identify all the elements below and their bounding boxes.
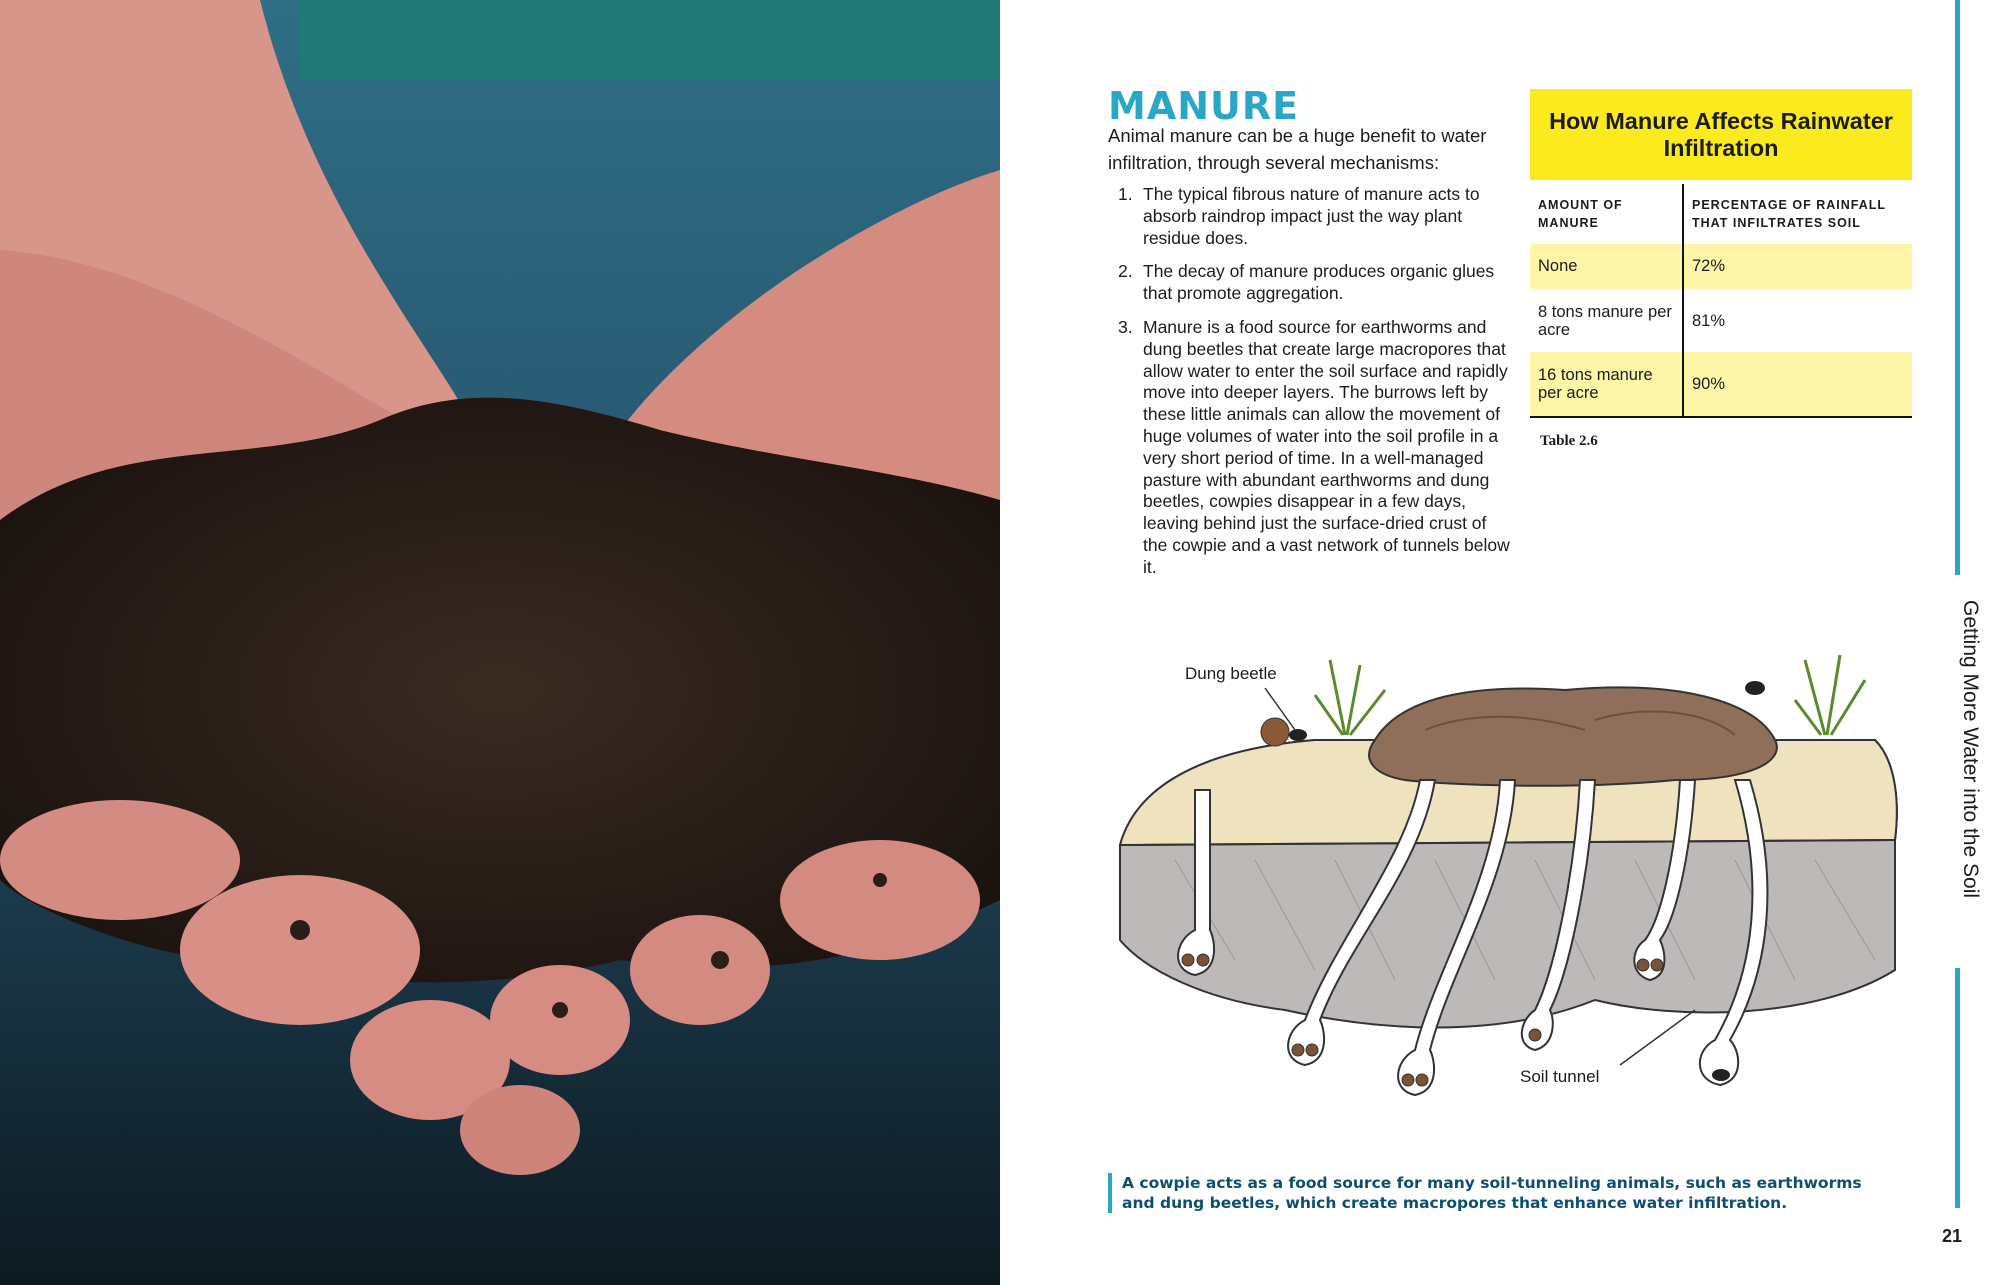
table-row xyxy=(1530,289,1912,352)
table-cell-amount: 8 tons manure per acre xyxy=(1530,289,1684,352)
list-item xyxy=(1118,261,1510,305)
table-header-row xyxy=(1530,184,1912,244)
table-cell-percent: 81% xyxy=(1692,311,1726,330)
mechanism-list xyxy=(1118,184,1510,591)
label-dung-beetle: Dung beetle xyxy=(1185,664,1277,683)
list-item-number: 3. xyxy=(1118,316,1133,337)
table-row xyxy=(1530,244,1912,289)
table-row xyxy=(1530,352,1912,418)
cowpie-illustration xyxy=(1115,640,1905,1125)
list-item-number: 1. xyxy=(1118,184,1133,204)
table-header-amount: AMOUNT OF MANURE xyxy=(1530,184,1684,244)
label-soil-tunnel: Soil tunnel xyxy=(1520,1067,1600,1086)
sidebar-rule-bottom xyxy=(1955,968,1960,1208)
table-cell-percent: 72% xyxy=(1692,257,1726,275)
section-title: MANURE xyxy=(1108,84,1300,128)
list-item-text: The typical fibrous nature of manure acts to absorb raindrop impact just the way plant residue does. xyxy=(1143,184,1480,248)
table-cell-percent: 90% xyxy=(1692,375,1726,393)
table-caption: Table 2.6 xyxy=(1540,433,1598,449)
list-item-number: 2. xyxy=(1118,261,1133,282)
table-header-percent: PERCENTAGE OF RAINFALL THAT INFILTRATES SOIL xyxy=(1692,198,1886,230)
sidebar-title xyxy=(1958,600,1982,940)
list-item-text: Manure is a food source for earthworms and dung beetles that create large macropores that allow water to enter the soil surface and rapidly move into deeper layers. The burrows left by these little animals can allow the movement of huge volumes of water into the soil profile in a very short period of time. In a well-managed pasture with abundant earthworms and dung beetles, cowpies disappear in a few days, leaving behind just the surface-dried crust of the cowpie and a vast network of tunnels below it. xyxy=(1143,316,1510,577)
list-item xyxy=(1118,317,1510,579)
table-cell-amount: None xyxy=(1530,244,1684,289)
figure-caption: A cowpie acts as a food source for many soil-tunneling animals, such as earthworms and dung beetles, which create macropores that enhance water infiltration. xyxy=(1108,1173,1882,1213)
page-number: 21 xyxy=(1942,1226,1963,1246)
sidebar-rule-top xyxy=(1955,0,1960,575)
table-title: How Manure Affects Rainwater Infiltration xyxy=(1530,89,1912,180)
section-intro: Animal manure can be a huge benefit to water infiltration, through several mechanisms: xyxy=(1108,125,1487,173)
infiltration-table xyxy=(1530,184,1912,418)
list-item xyxy=(1118,184,1510,249)
table-cell-amount: 16 tons manure per acre xyxy=(1530,352,1684,416)
sidebar-title-text: Getting More Water into the Soil xyxy=(1959,600,1982,899)
right-page xyxy=(1000,0,2000,1285)
list-item-text: The decay of manure produces organic glues that promote aggregation. xyxy=(1143,261,1495,304)
